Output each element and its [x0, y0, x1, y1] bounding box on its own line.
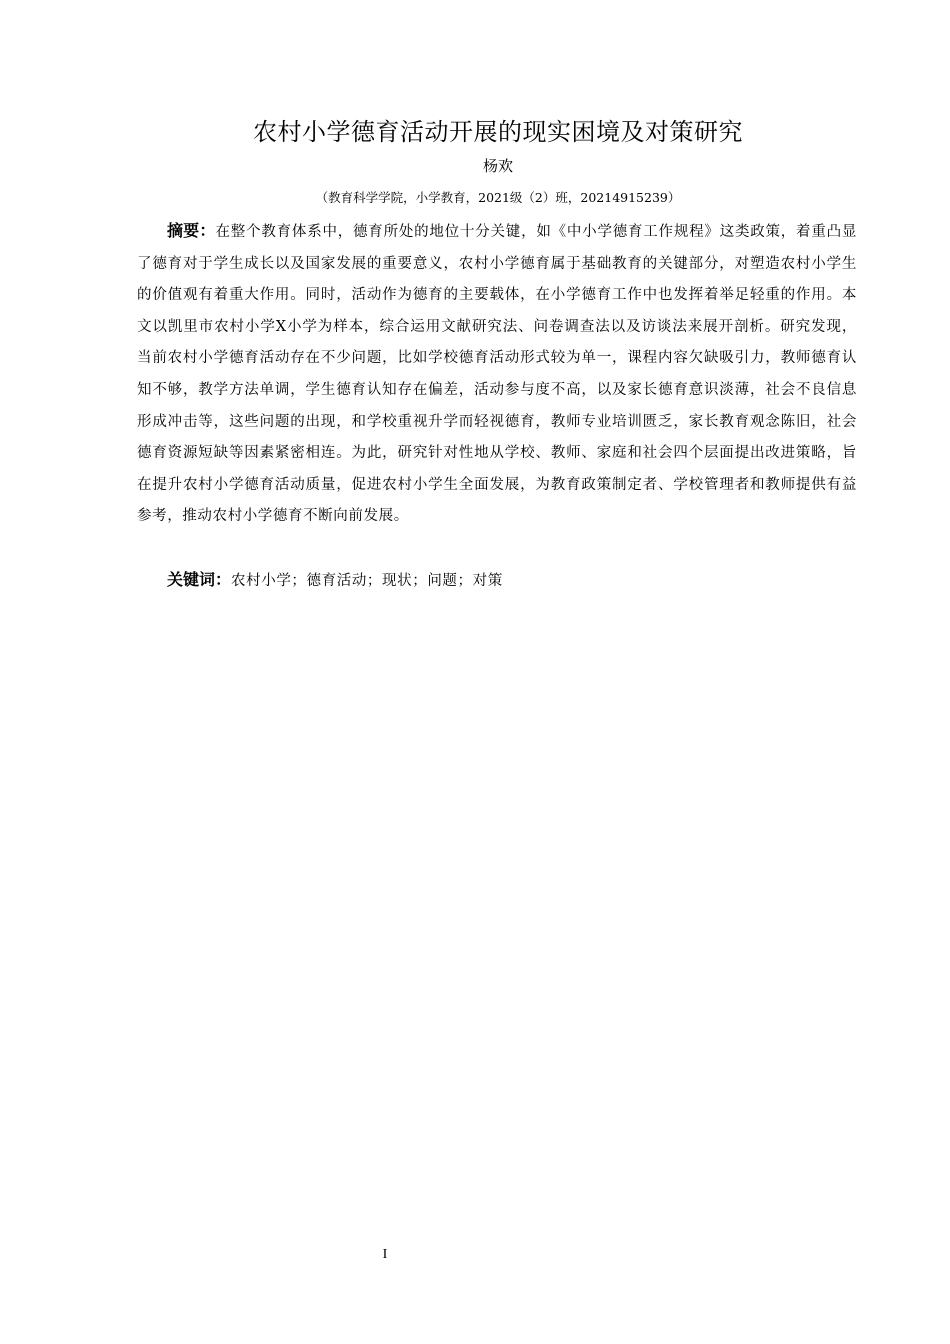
abstract-label: 摘要： [167, 221, 216, 240]
abstract-text: 在整个教育体系中，德育所处的地位十分关键，如《中小学德育工作规程》这类政策，着重凸显了德育对于学生成长以及国家发展的重要意义，农村小学德育属于基础教育的关键部分，对塑造农村小学生的价值观有着重大作用。同时，活动作为德育的主要载体，在小学德育工作中也发挥着举足轻重的作用。本文以凯里市农村小学X小学为样本，综合运用文献研究法、问卷调查法以及访谈法来展开剖析。研究发现，当前农村小学德育活动存在不少问题，比如学校德育活动形式较为单一，课程内容欠缺吸引力，教师德育认知不够，教学方法单调，学生德育认知存在偏差，活动参与度不高，以及家长德育意识淡薄，社会不良信息形成冲击等，这些问题的出现，和学校重视升学而轻视德育，教师专业培训匮乏，家长教育观念陈旧，社会德育资源短缺等因素紧密相连。为此，研究针对性地从学校、教师、家庭和社会四个层面提出改进策略，旨在提升农村小学德育活动质量，促进农村小学生全面发展，为教育政策制定者、学校管理者和教师提供有益参考，推动农村小学德育不断向前发展。 [137, 224, 857, 525]
keywords-label: 关键词： [167, 570, 232, 589]
page-number: I [382, 1247, 388, 1262]
keywords-text: 农村小学；德育活动；现状；问题；对策 [231, 573, 503, 589]
keywords-line [167, 566, 857, 595]
paper-title: 农村小学德育活动开展的现实困境及对策研究 [253, 118, 743, 146]
author-name: 杨欢 [482, 157, 513, 175]
abstract-paragraph [137, 215, 857, 533]
author-affiliation: （教育科学学院，小学教育，2021级（2）班，20214915239） [315, 190, 681, 205]
